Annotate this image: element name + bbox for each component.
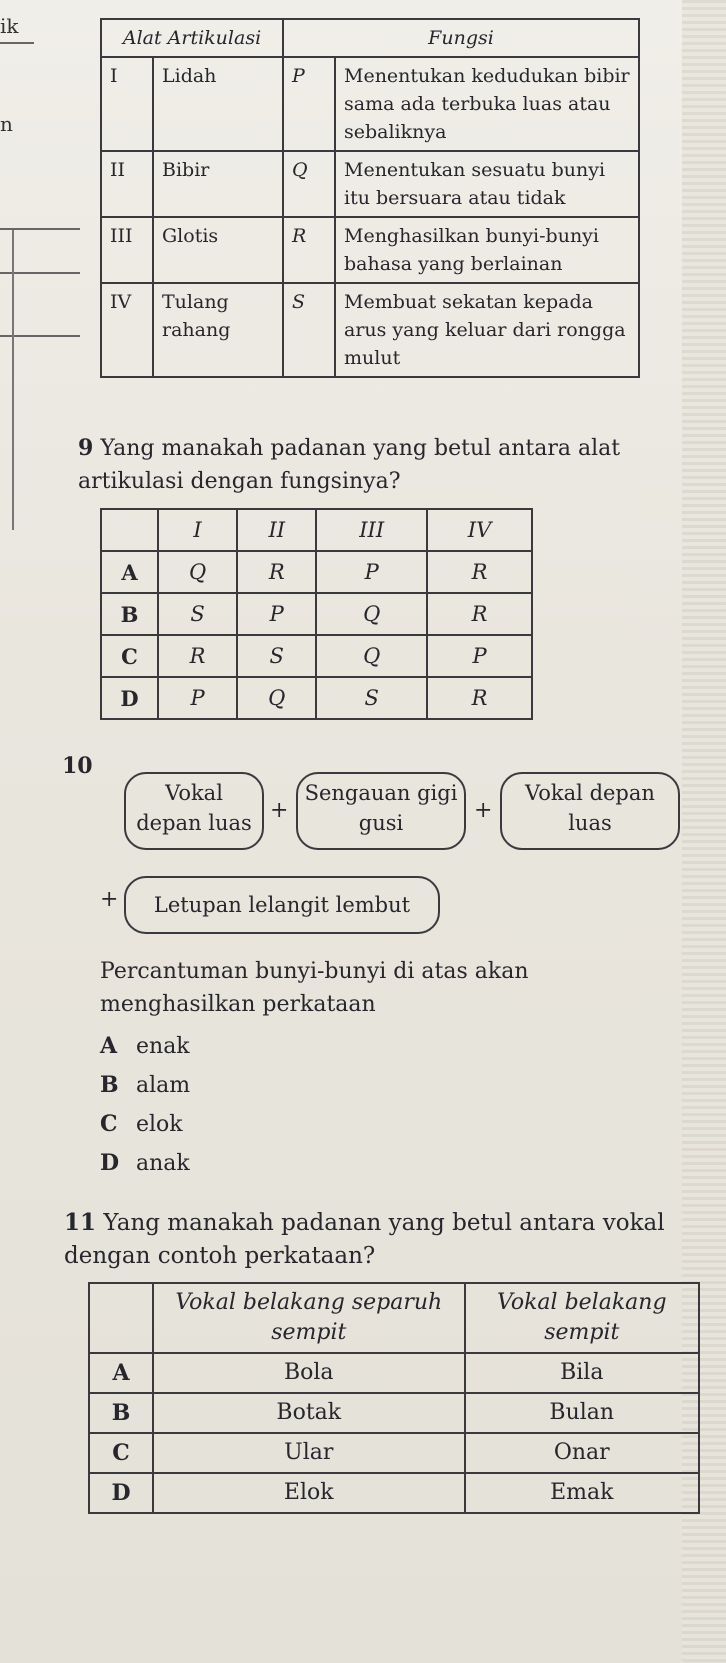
header-cell: II [237,509,316,551]
cell: R [158,635,237,677]
question-9 [78,432,668,498]
organ-cell: Bibir [153,151,283,217]
row-number: III [101,217,153,283]
code-cell: R [283,217,335,283]
left-underline [0,42,34,44]
header-cell: III [316,509,427,551]
question-text: Yang manakah padanan yang betul antara alat artikulasi dengan fungsinya? [78,436,621,494]
question-number: 9 [78,435,94,461]
option-text: elok [136,1112,183,1137]
option-label: C [101,635,158,677]
question-text: Yang manakah padanan yang betul antara vokal dengan contoh perkataan? [64,1210,665,1269]
question-11 [64,1206,694,1273]
table-row [101,57,639,151]
articulation-table [100,18,640,378]
plus-sign: + [474,798,493,823]
left-fragment-2: n [0,112,13,136]
table-row [89,1393,699,1433]
header-function: Fungsi [283,19,639,57]
function-cell: Membuat sekatan kepada arus yang keluar dari rongga mulut [335,283,639,377]
option-text: alam [136,1073,191,1098]
cell: Emak [465,1473,699,1513]
cell: Bila [465,1353,699,1393]
table-row [89,1473,699,1513]
table-row [89,1353,699,1393]
option-letter: A [100,1033,118,1059]
table-row [101,677,532,719]
cell: Q [316,593,427,635]
table-header-row [89,1283,699,1353]
option-label: D [89,1473,153,1513]
option-text: enak [136,1034,190,1059]
cell: P [316,551,427,593]
option-b [100,1072,190,1098]
cell: R [427,677,532,719]
plus-sign: + [270,798,289,823]
cell: R [237,551,316,593]
option-label: B [101,593,158,635]
option-label: B [89,1393,153,1433]
function-cell: Menghasilkan bunyi-bunyi bahasa yang berlainan [335,217,639,283]
row-number: IV [101,283,153,377]
table-row [89,1433,699,1473]
option-d [100,1150,190,1176]
cell: Botak [153,1393,465,1433]
cell: R [427,593,532,635]
cell: Onar [465,1433,699,1473]
header-cell: I [158,509,237,551]
option-label: A [101,551,158,593]
header-cell: Vokal belakang sempit [465,1283,699,1353]
question-number-10: 10 [62,753,93,779]
table-row [101,283,639,377]
table-row [101,551,532,593]
cell: P [427,635,532,677]
answer-table-q11 [88,1282,700,1514]
sound-bubble-1: Vokal depan luas [124,772,264,850]
table-row [101,151,639,217]
option-letter: B [100,1072,119,1098]
cell: Q [237,677,316,719]
row-number: II [101,151,153,217]
left-fragment-1: ik [0,14,19,38]
table-row [101,635,532,677]
corner-cell [101,509,158,551]
cell: R [427,551,532,593]
cell: P [237,593,316,635]
cell: Elok [153,1473,465,1513]
option-label: A [89,1353,153,1393]
table-header-row [101,509,532,551]
header-cell: IV [427,509,532,551]
option-text: anak [136,1151,190,1176]
table-row [101,593,532,635]
header-organ: Alat Artikulasi [101,19,283,57]
corner-cell [89,1283,153,1353]
option-letter: C [100,1111,118,1137]
code-cell: S [283,283,335,377]
cell: Bulan [465,1393,699,1433]
function-cell: Menentukan sesuatu bunyi itu bersuara atau tidak [335,151,639,217]
option-label: D [101,677,158,719]
cell: Bola [153,1353,465,1393]
option-a [100,1033,190,1059]
cell: S [316,677,427,719]
left-vertical-rule [12,230,14,530]
plus-sign: + [100,887,119,912]
sound-bubble-4: Letupan lelangit lembut [124,876,440,934]
cell: P [158,677,237,719]
cell: Q [316,635,427,677]
cell: Q [158,551,237,593]
option-c [100,1111,183,1137]
cell: Ular [153,1433,465,1473]
sound-bubble-3: Vokal depan luas [500,772,680,850]
code-cell: P [283,57,335,151]
row-number: I [101,57,153,151]
function-cell: Menentukan kedudukan bibir sama ada terbuka luas atau sebaliknya [335,57,639,151]
question-10-text: Percantuman bunyi-bunyi di atas akan menghasilkan perkataan [100,959,529,1017]
sound-bubble-2: Sengauan gigi gusi [296,772,466,850]
organ-cell: Lidah [153,57,283,151]
left-page-edge [0,0,80,1663]
option-label: C [89,1433,153,1473]
organ-cell: Tulang rahang [153,283,283,377]
option-letter: D [100,1150,120,1176]
question-number: 11 [64,1209,97,1236]
cell: S [158,593,237,635]
table-row [101,217,639,283]
cell: S [237,635,316,677]
header-cell: Vokal belakang separuh sempit [153,1283,465,1353]
code-cell: Q [283,151,335,217]
table-header-row [101,19,639,57]
answer-table-q9 [100,508,533,720]
organ-cell: Glotis [153,217,283,283]
